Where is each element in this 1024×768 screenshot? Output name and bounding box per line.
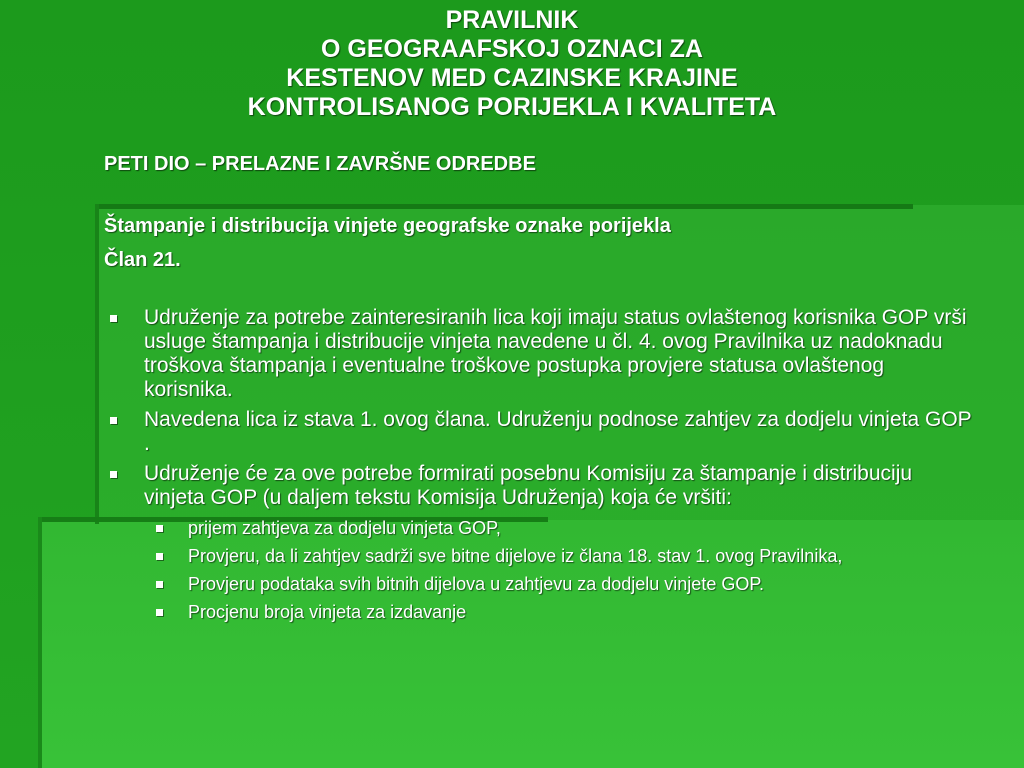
square-bullet-icon — [110, 471, 117, 478]
square-bullet-icon — [156, 609, 163, 616]
slide-title — [0, 6, 1024, 122]
sub-list-item — [144, 518, 974, 539]
sub-bullet-list — [104, 518, 974, 623]
sub-list-item — [144, 574, 974, 595]
decorative-bar-left-lower — [38, 517, 42, 768]
title-line: PRAVILNIK — [445, 6, 579, 34]
list-item — [104, 462, 974, 510]
section-heading: PETI DIO – PRELAZNE I ZAVRŠNE ODREDBE — [104, 153, 536, 175]
square-bullet-icon — [156, 553, 163, 560]
sub-list-item-text: prijem zahtjeva za dodjelu vinjeta GOP, — [188, 518, 501, 538]
bullet-list — [104, 306, 974, 630]
list-item — [104, 408, 974, 456]
list-item-text: Udruženje će za ove potrebe formirati posebnu Komisiju za štampanje i distribuciju vinjeta GOP (u daljem tekstu Komisija Udruženja) koja će vršiti: — [144, 462, 913, 509]
square-bullet-icon — [110, 417, 117, 424]
list-item — [104, 306, 974, 402]
list-item-text: Navedena lica iz stava 1. ovog člana. Udruženju podnose zahtjev za dodjelu vinjeta GOP . — [144, 408, 972, 455]
decorative-bar-left-upper — [95, 204, 99, 524]
sub-list-item-text: Procjenu broja vinjeta za izdavanje — [188, 602, 467, 622]
title-line: KONTROLISANOG PORIJEKLA I KVALITETA — [247, 93, 777, 121]
title-line: KESTENOV MED CAZINSKE KRAJINE — [286, 64, 738, 92]
title-line: O GEOGRAAFSKOJ OZNACI ZA — [321, 35, 703, 63]
square-bullet-icon — [156, 525, 163, 532]
sub-list-item — [144, 602, 974, 623]
sub-list-item — [144, 546, 974, 567]
square-bullet-icon — [156, 581, 163, 588]
article-number: Član 21. — [104, 249, 181, 271]
sub-list-item-text: Provjeru, da li zahtjev sadrži sve bitne dijelove iz člana 18. stav 1. ovog Pravilnika, — [188, 546, 843, 566]
decorative-bar-top — [95, 204, 913, 209]
article-subtitle: Štampanje i distribucija vinjete geografske oznake porijekla — [104, 215, 671, 237]
sub-list-item-text: Provjeru podataka svih bitnih dijelova u zahtjevu za dodjelu vinjete GOP. — [188, 574, 765, 594]
square-bullet-icon — [110, 315, 117, 322]
list-item-text: Udruženje za potrebe zainteresiranih lica koji imaju status ovlaštenog korisnika GOP vrši usluge štampanja i distribucije vinjeta navedene u čl. 4. ovog Pravilnika uz nadoknadu troškova štampanja i eventualne troškove postupka provjere statusa ovlaštenog korisnika. — [144, 306, 967, 401]
